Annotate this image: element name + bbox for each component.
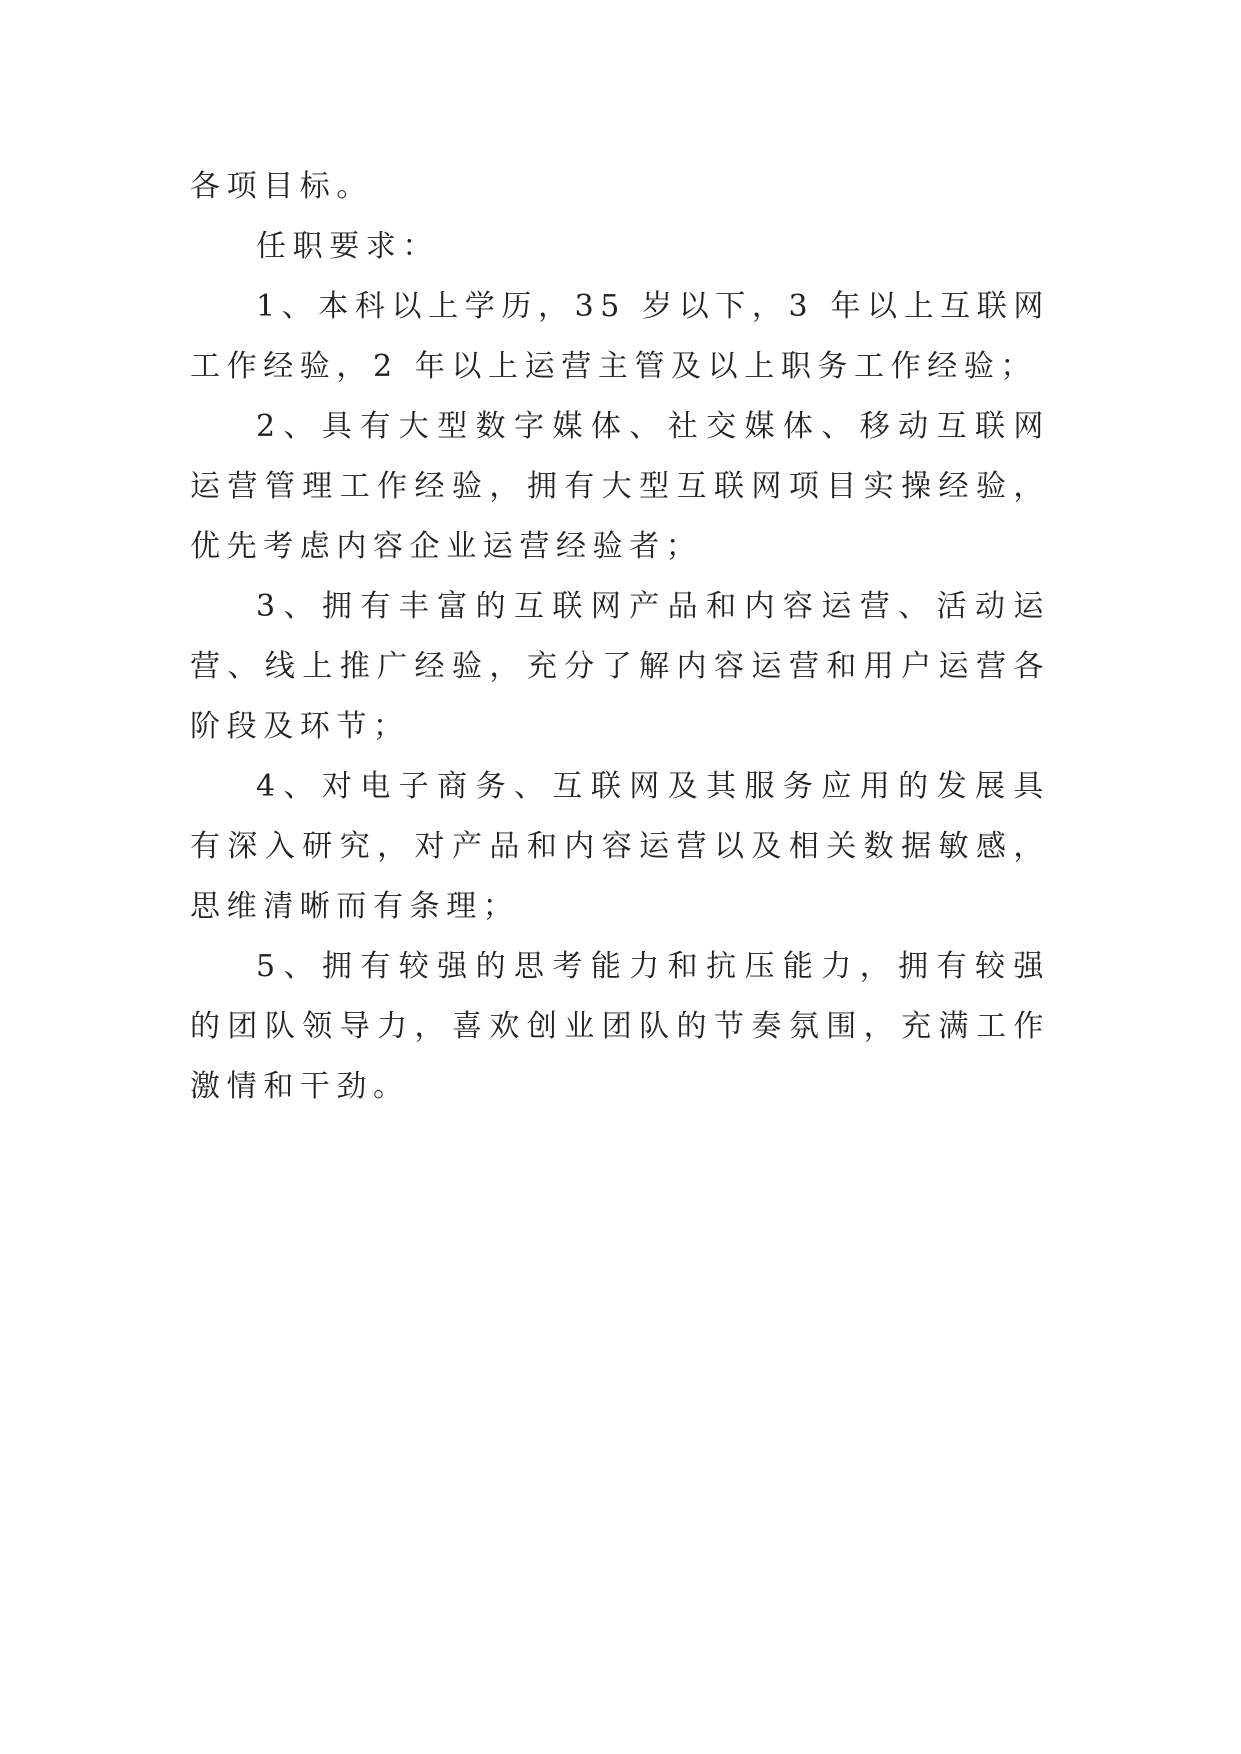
paragraph-requirement-2: 2、具有大型数字媒体、社交媒体、移动互联网运营管理工作经验，拥有大型互联网项目实操经验，优先考虑内容企业运营经验者； xyxy=(190,409,1050,564)
paragraph-requirements-heading: 任职要求： xyxy=(256,229,439,264)
paragraph-goals-end: 各项目标。 xyxy=(190,169,373,204)
paragraph-requirement-5: 5、拥有较强的思考能力和抗压能力，拥有较强的团队领导力，喜欢创业团队的节奏氛围，充满工作激情和干劲。 xyxy=(190,949,1050,1104)
paragraph-requirement-1: 1、本科以上学历，35 岁以下，3 年以上互联网工作经验，2 年以上运营主管及以上职务工作经验； xyxy=(190,289,1050,384)
paragraph-requirement-3: 3、拥有丰富的互联网产品和内容运营、活动运营、线上推广经验，充分了解内容运营和用户运营各阶段及环节； xyxy=(190,589,1050,744)
paragraph-requirement-4: 4、对电子商务、互联网及其服务应用的发展具有深入研究，对产品和内容运营以及相关数据敏感，思维清晰而有条理； xyxy=(190,769,1050,924)
document-body xyxy=(190,157,1050,1117)
